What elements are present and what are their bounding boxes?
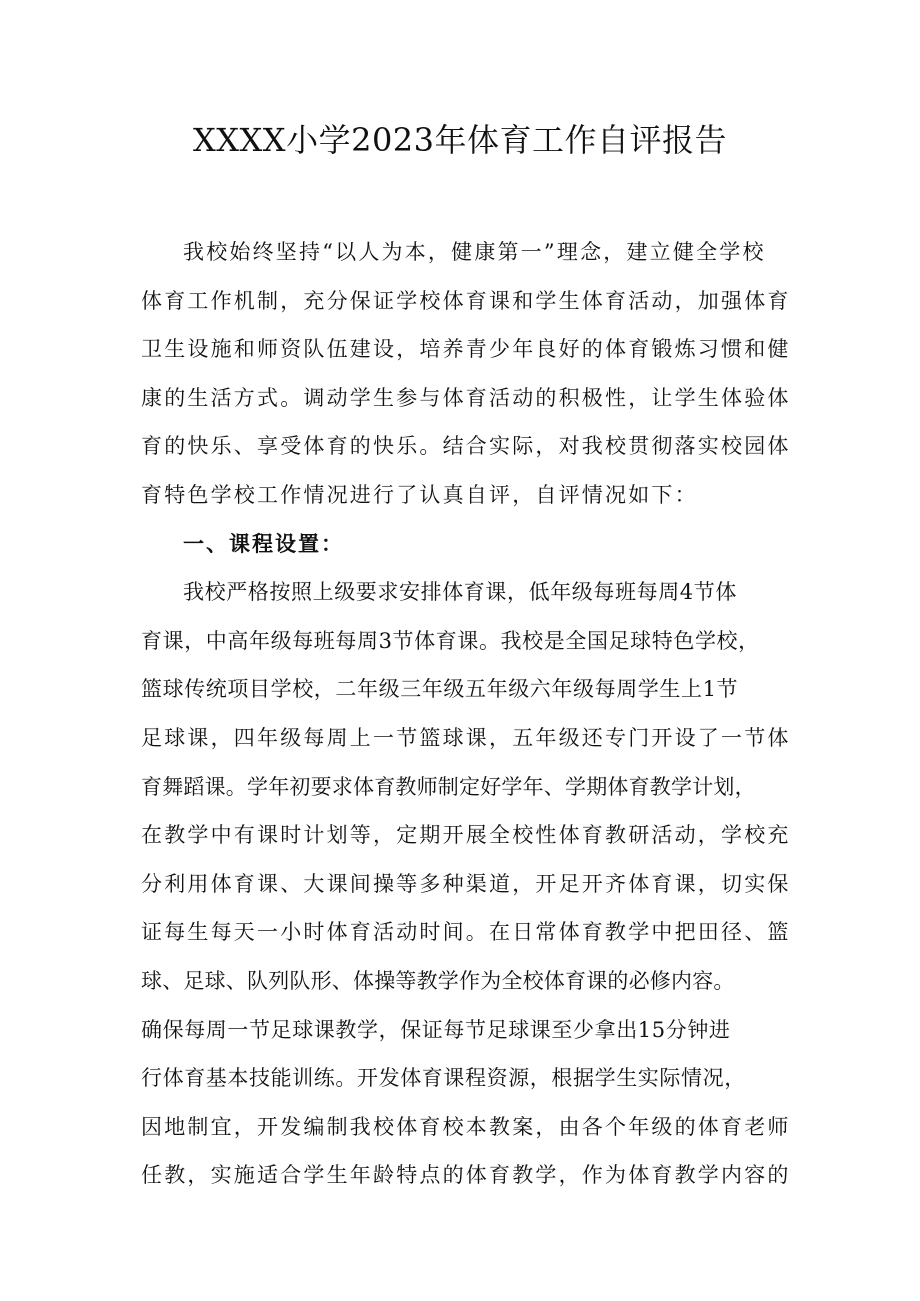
intro-line-6: 育特色学校工作情况进行了认真自评，自评情况如下： (141, 482, 698, 507)
section1-line-2: 育课，中高年级每班每周3节体育课。我校是全国足球特色学校， (141, 628, 760, 653)
section1-line-12: 因地制宜，开发编制我校体育校本教案，由各个年级的体育老师 (141, 1114, 791, 1139)
section1-line-8: 证每生每天一小时体育活动时间。在日常体育教学中把田径、篮 (141, 920, 791, 945)
intro-line-1: 我校始终坚持“以人为本，健康第一”理念，建立健全学校 (183, 240, 766, 264)
section1-line-5: 育舞蹈课。学年初要求体育教师制定好学年、学期体育教学计划， (141, 774, 756, 799)
section-heading-course-setup: 一、课程设置： (183, 531, 344, 556)
intro-line-4: 康的生活方式。调动学生参与体育活动的积极性，让学生体验体 (141, 385, 791, 410)
section1-line-13: 任教，实施适合学生年龄特点的体育教学，作为体育教学内容的 (141, 1163, 791, 1188)
document-title: XXXX小学2023年体育工作自评报告 (192, 121, 728, 159)
document-body (141, 228, 791, 1200)
section1-line-1: 我校严格按照上级要求安排体育课，低年级每班每周4节体 (183, 580, 737, 605)
section1-line-10: 确保每周一节足球课教学，保证每节足球课至少拿出15分钟进 (141, 1017, 731, 1042)
section1-line-7: 分利用体育课、大课间操等多种渠道，开足开齐体育课，切实保 (141, 871, 791, 896)
intro-line-3: 卫生设施和师资队伍建设，培养青少年良好的体育锻炼习惯和健 (141, 337, 791, 362)
section1-line-3: 篮球传统项目学校，二年级三年级五年级六年级每周学生上1节 (141, 677, 739, 702)
intro-line-5: 育的快乐、享受体育的快乐。结合实际，对我校贯彻落实校园体 (141, 434, 791, 459)
section1-line-6: 在教学中有课时计划等，定期开展全校性体育教研活动，学校充 (141, 823, 791, 848)
section1-line-11: 行体育基本技能训练。开发体育课程资源，根据学生实际情况， (141, 1066, 746, 1091)
section1-line-9: 球、足球、队列队形、体操等教学作为全校体育课的必修内容。 (141, 968, 735, 993)
section1-line-4: 足球课，四年级每周上一节篮球课，五年级还专门开设了一节体 (141, 725, 791, 750)
intro-line-2: 体育工作机制，充分保证学校体育课和学生体育活动，加强体育 (141, 288, 791, 313)
